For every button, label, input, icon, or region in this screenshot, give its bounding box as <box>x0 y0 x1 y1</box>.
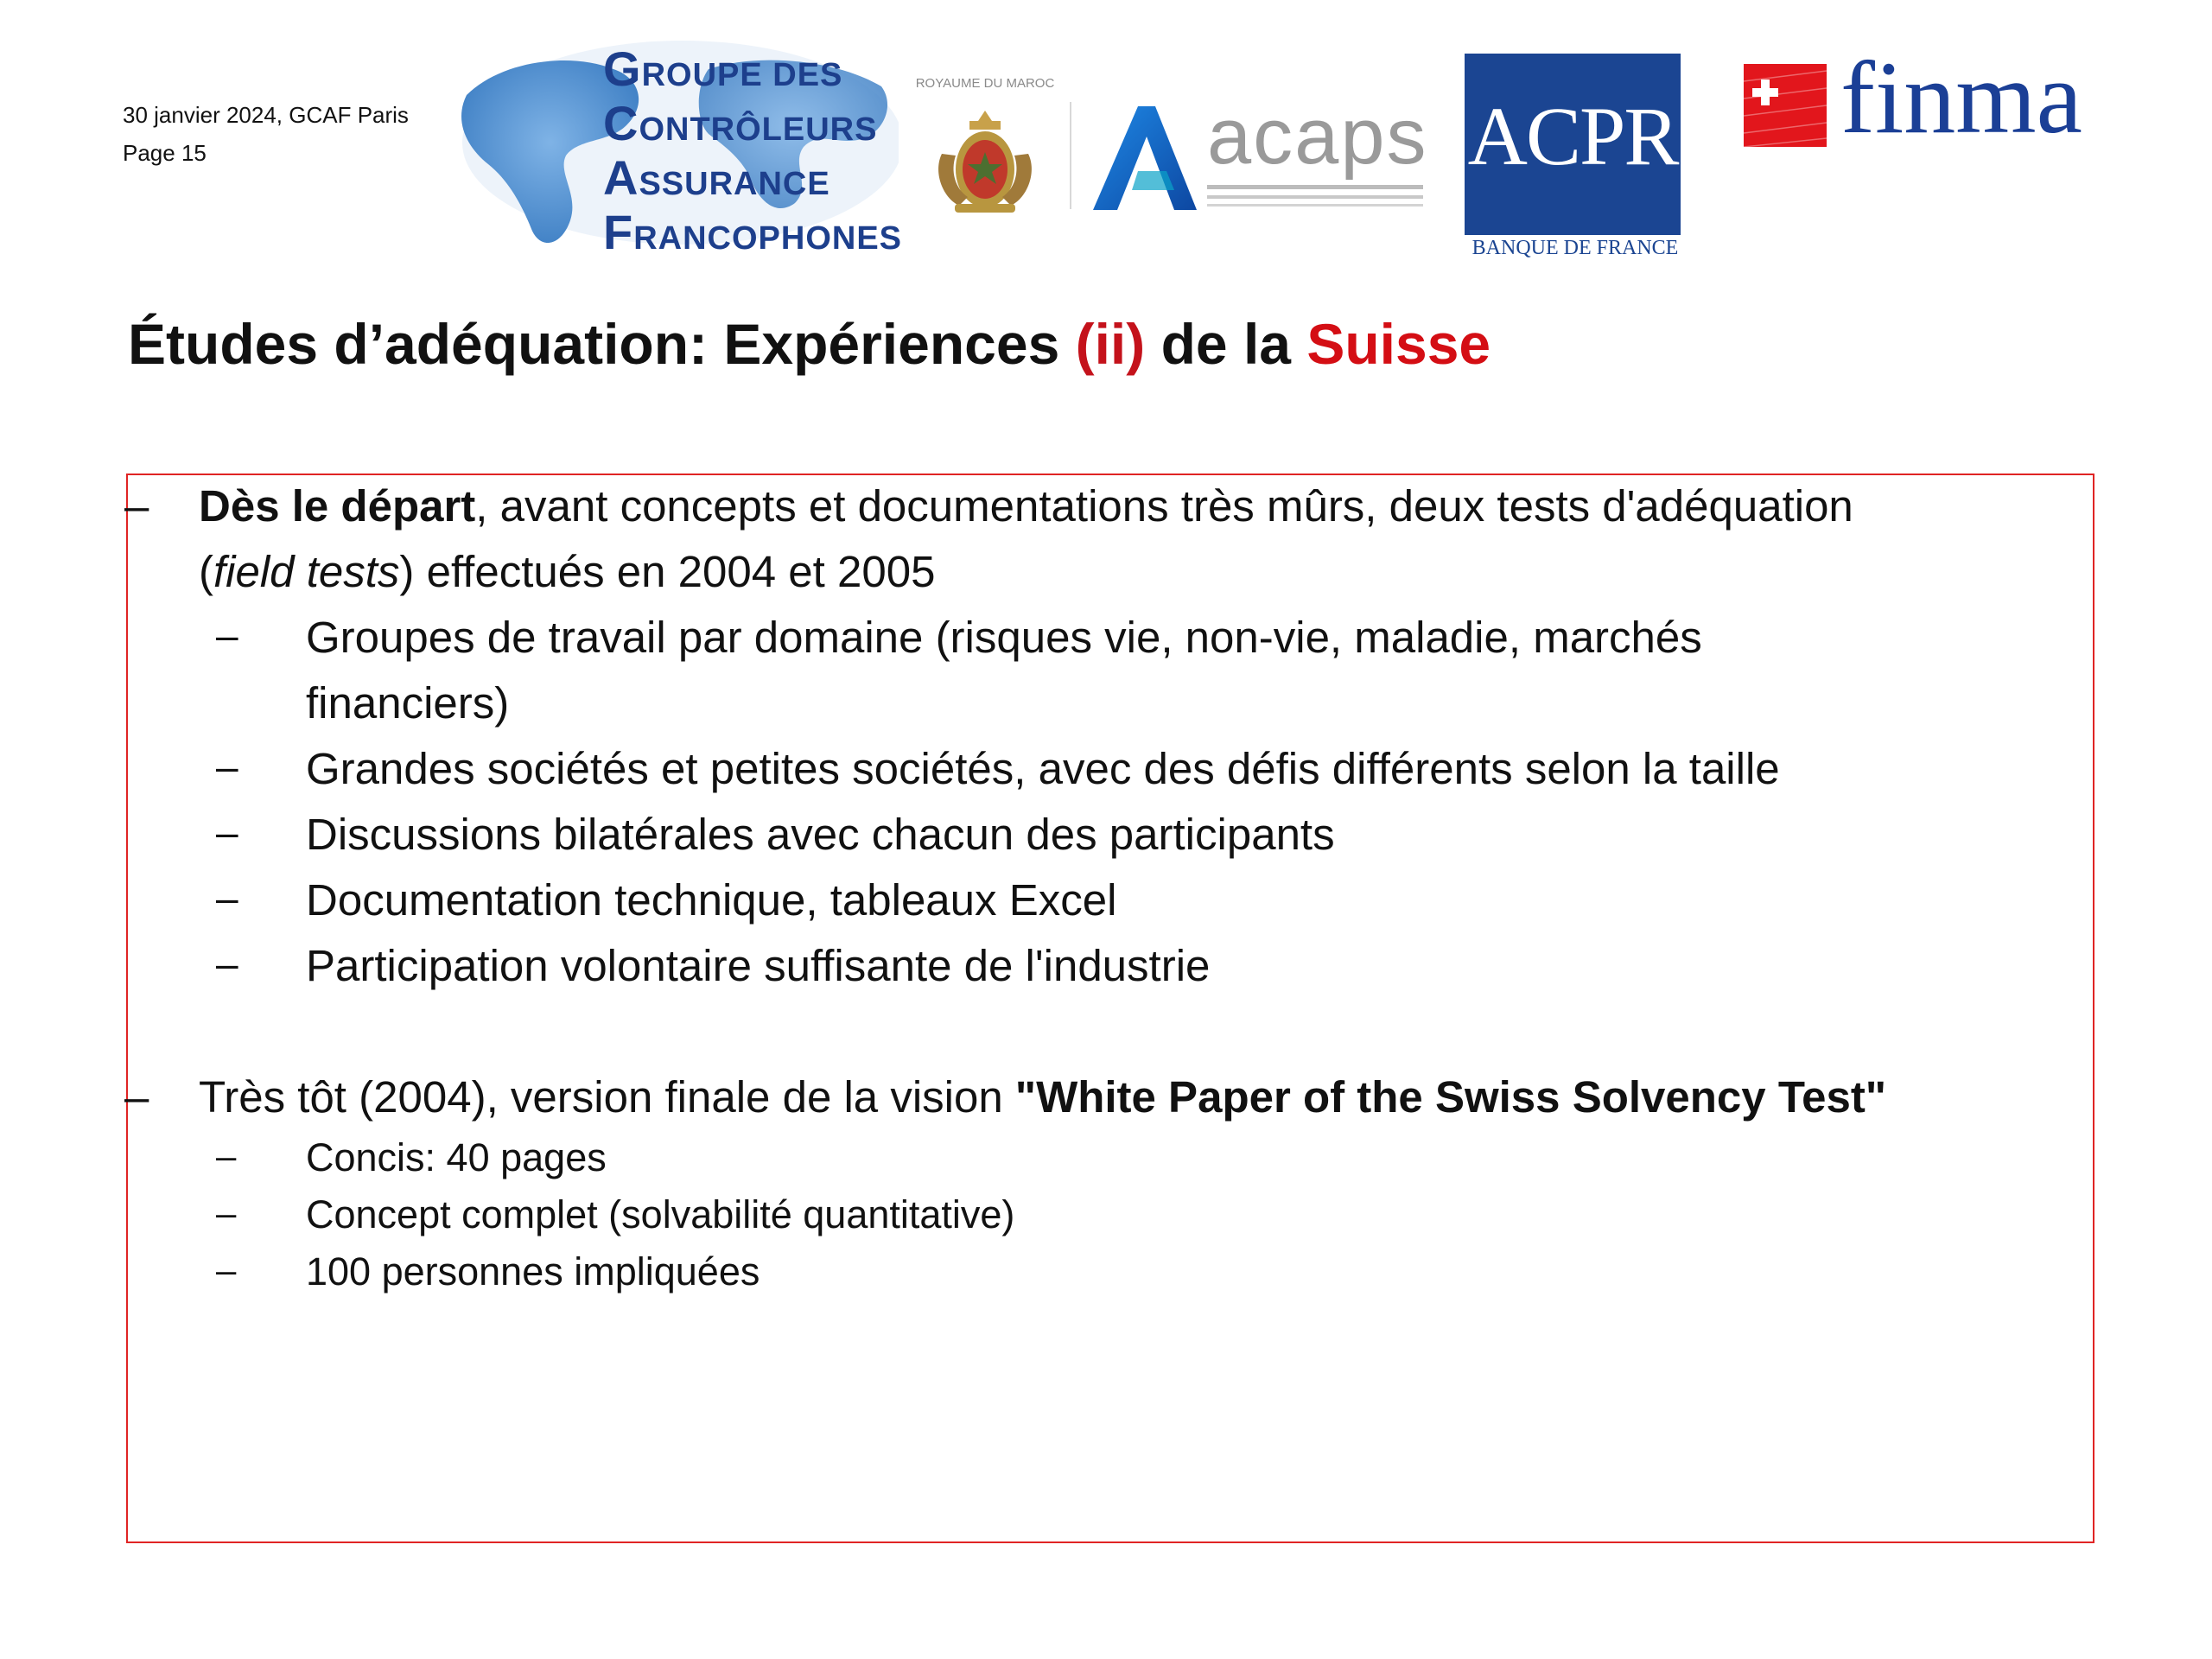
acpr-subtitle: BANQUE DE FRANCE <box>1471 237 1679 259</box>
logo-separator <box>1070 102 1071 209</box>
section1-subitem: Grandes sociétés et petites sociétés, avec des défis différents selon la taille <box>306 744 1780 793</box>
slide-title: Études d’adéquation: Expériences (ii) de la Suisse <box>128 312 1491 376</box>
gcaf-logo <box>449 35 903 261</box>
sub-bullet-dash: – <box>216 613 238 658</box>
section1-subitem: Documentation technique, tableaux Excel <box>306 875 1117 925</box>
content-box <box>126 474 2094 1543</box>
sub-bullet-dash: – <box>216 1135 237 1176</box>
sub-bullet-dash: – <box>216 810 238 855</box>
sub-bullet-dash: – <box>216 875 238 920</box>
acaps-subtext-icon <box>1207 180 1432 214</box>
sub-bullet-dash: – <box>216 1192 237 1233</box>
acaps-a-mark-icon <box>1084 93 1205 223</box>
finma-logo <box>1744 40 2107 157</box>
morocco-caption: ROYAUME DU MAROC <box>915 76 1055 91</box>
finma-wordmark: finma <box>1840 40 2082 155</box>
sub-bullet-dash: – <box>216 744 238 789</box>
acaps-logo <box>1084 93 1430 223</box>
slide-meta <box>123 96 409 172</box>
bullet-dash: – <box>124 481 149 531</box>
acpr-wordmark: ACPR <box>1467 90 1678 182</box>
section2-line1: Très tôt (2004), version finale de la vision "White Paper of the Swiss Solvency Test" <box>199 1072 1887 1122</box>
swiss-cross-icon <box>1744 64 1827 147</box>
page-number: Page 15 <box>123 140 207 166</box>
section2-subitem: Concept complet (solvabilité quantitative) <box>306 1192 1015 1236</box>
section1-line1: Dès le départ, avant concepts et documentations très mûrs, deux tests d'adéquation <box>199 481 1853 531</box>
acpr-logo <box>1465 54 1686 270</box>
section2-subitem: 100 personnes impliquées <box>306 1249 760 1294</box>
sub-bullet-dash: – <box>216 941 238 986</box>
section1-subitem: Discussions bilatérales avec chacun des participants <box>306 810 1335 859</box>
date-event-text: 30 janvier 2024, GCAF Paris <box>123 102 409 128</box>
section1-subitem: Groupes de travail par domaine (risques vie, non-vie, maladie, marchés <box>306 613 1702 662</box>
section1-subitem: Participation volontaire suffisante de l'industrie <box>306 941 1211 990</box>
bullet-dash: – <box>124 1072 149 1122</box>
morocco-emblem-logo <box>907 76 1063 223</box>
coat-of-arms-icon <box>907 76 1063 223</box>
section1-line2: (field tests) effectués en 2004 et 2005 <box>199 547 936 596</box>
section2-subitem: Concis: 40 pages <box>306 1135 607 1179</box>
acaps-wordmark: acaps <box>1207 92 1428 181</box>
section1-subitem-cont: financiers) <box>306 678 510 728</box>
gcaf-wordmark: GROUPE DES CONTRÔLEURS ASSURANCE FRANCOPHONES <box>603 41 903 259</box>
sub-bullet-dash: – <box>216 1249 237 1290</box>
